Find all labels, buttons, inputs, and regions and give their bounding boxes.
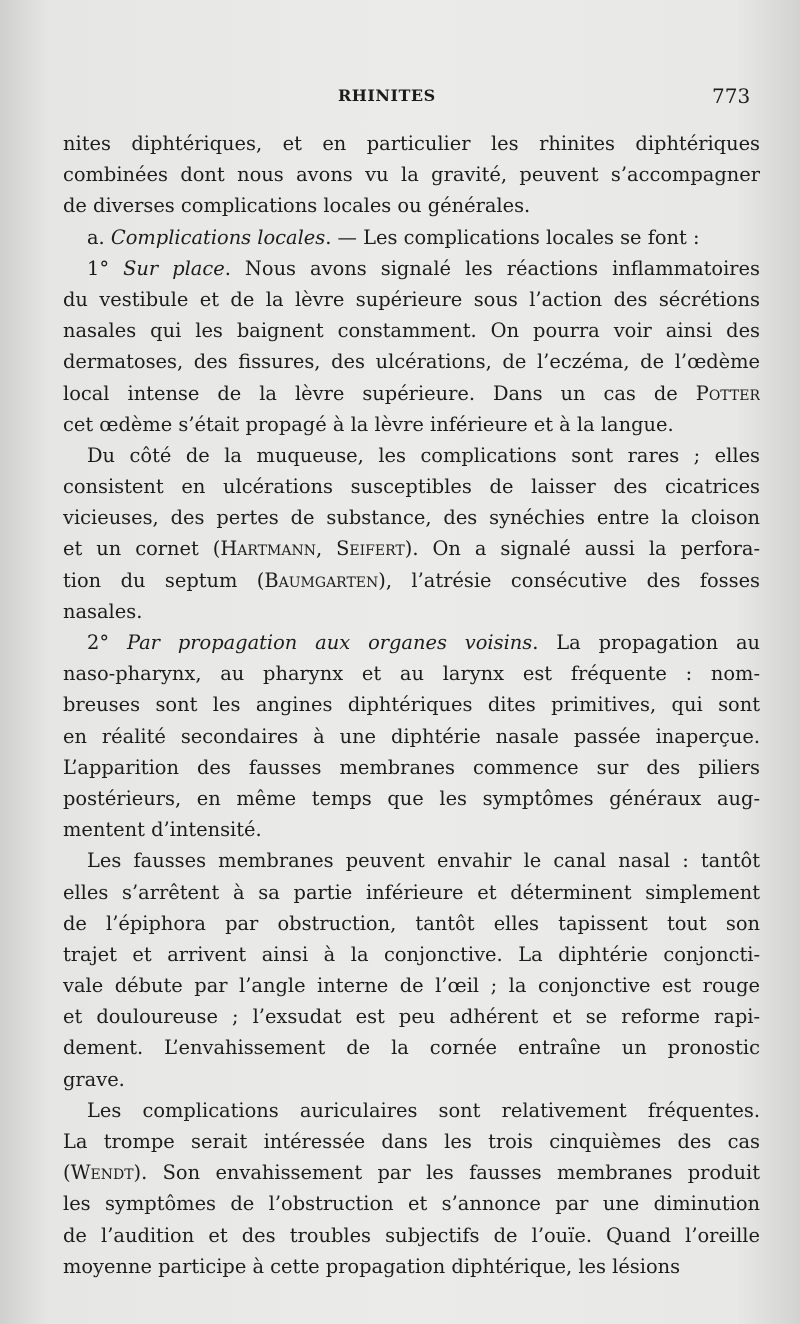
text-run: ). On a signalé aussi la perfora- xyxy=(404,537,760,561)
text-line xyxy=(63,346,760,377)
text-run: mentent d’intensité. xyxy=(63,818,262,842)
text-line xyxy=(63,845,760,876)
text-run: dement. L’envahissement de la cornée entraîne un pronostic xyxy=(63,1036,760,1060)
text-line xyxy=(63,596,760,627)
text-run: moyenne participe à cette propagation diphtérique, les lésions xyxy=(63,1254,681,1278)
author-name: Wendt xyxy=(70,1161,134,1185)
text-run: a. xyxy=(87,225,111,249)
text-run: nites diphtériques, et en particulier les rhinites diphtériques xyxy=(63,132,760,155)
text-line xyxy=(63,1095,760,1126)
text-run: du vestibule et de la lèvre supérieure sous l’action des sécrétions xyxy=(63,287,760,311)
paragraph xyxy=(63,845,760,1095)
text-run: cet œdème s’était propagé à la lèvre inférieure et à la langue. xyxy=(63,412,674,436)
paragraph xyxy=(63,128,760,222)
italic-text: Sur place xyxy=(123,256,225,280)
text-line xyxy=(63,1220,760,1251)
text-line xyxy=(63,814,760,845)
text-run: combinées dont nous avons vu la gravité, peuvent s’accompagner xyxy=(63,163,760,187)
text-run: postérieurs, en même temps que les symptômes généraux aug- xyxy=(63,786,760,810)
text-line xyxy=(63,752,760,783)
text-line xyxy=(63,939,760,970)
running-head xyxy=(0,84,800,114)
text-run: dermatoses, des fissures, des ulcérations, de l’eczéma, de l’œdème xyxy=(63,350,760,374)
text-line xyxy=(63,315,760,346)
text-line xyxy=(63,689,760,720)
text-run: naso-pharynx, au pharynx et au larynx est fréquente : nom- xyxy=(63,662,760,686)
text-line xyxy=(63,1188,760,1219)
page-number: 773 xyxy=(712,84,751,108)
text-run: , xyxy=(315,537,337,561)
text-line xyxy=(63,970,760,1001)
text-line xyxy=(63,533,760,564)
text-run: breuses sont les angines diphtériques dites primitives, qui sont xyxy=(63,693,760,717)
text-line xyxy=(63,783,760,814)
text-line xyxy=(63,378,760,409)
text-run: de l’épiphora par obstruction, tantôt elles tapissent tout son xyxy=(63,911,760,935)
text-line xyxy=(63,658,760,689)
text-run: vale débute par l’angle interne de l’œil ; la conjonctive est rouge xyxy=(63,974,760,998)
text-line xyxy=(63,440,760,471)
paragraph xyxy=(63,627,760,845)
text-run: 2° xyxy=(87,631,127,654)
italic-text: Complications locales xyxy=(110,225,326,249)
text-line xyxy=(63,253,760,284)
text-line xyxy=(63,908,760,939)
italic-text: Par propagation aux organes voisins xyxy=(126,631,533,654)
text-run: et un cornet ( xyxy=(63,537,221,561)
text-run: . — Les complications locales se font : xyxy=(325,225,700,249)
text-run: elles s’arrêtent à sa partie inférieure et déterminent simplement xyxy=(63,880,760,904)
text-run: nasales qui les baignent constamment. On pourra voir ainsi des xyxy=(63,319,760,343)
text-run: en réalité secondaires à une diphtérie nasale passée inaperçue. xyxy=(63,724,760,748)
text-run: grave. xyxy=(63,1067,125,1091)
text-line xyxy=(63,284,760,315)
text-line xyxy=(63,502,760,533)
text-run: les symptômes de l’obstruction et s’annonce par une diminution xyxy=(63,1192,760,1216)
author-name: Hartmann xyxy=(220,537,316,561)
body-text xyxy=(63,128,760,1282)
text-line xyxy=(63,128,760,159)
text-line xyxy=(63,1126,760,1157)
text-run: vicieuses, des pertes de substance, des synéchies entre la cloison xyxy=(63,506,760,530)
text-line xyxy=(63,1032,760,1063)
text-line xyxy=(63,721,760,752)
text-run: Du côté de la muqueuse, les complications sont rares ; elles xyxy=(87,443,760,467)
text-line xyxy=(63,1251,760,1282)
text-run: nasales. xyxy=(63,599,143,623)
text-run: de l’audition et des troubles subjectifs de l’ouïe. Quand l’oreille xyxy=(63,1223,760,1247)
text-run: Les complications auriculaires sont relativement fréquentes. xyxy=(87,1098,760,1122)
text-line xyxy=(63,565,760,596)
text-run: trajet et arrivent ainsi à la conjonctive. La diphtérie conjoncti- xyxy=(63,942,760,966)
text-run: et douloureuse ; l’exsudat est peu adhérent et se reforme rapi- xyxy=(63,1005,760,1029)
text-line xyxy=(63,1001,760,1032)
text-run: tion du septum ( xyxy=(63,568,265,592)
paragraph xyxy=(63,222,760,253)
text-run: 1° xyxy=(87,256,124,280)
author-name: Potter xyxy=(695,381,760,405)
text-line xyxy=(63,190,760,221)
text-line xyxy=(63,159,760,190)
text-run: L’apparition des fausses membranes commence sur des piliers xyxy=(63,755,760,779)
text-run: ). Son envahissement par les fausses membranes produit xyxy=(133,1161,760,1185)
paragraph xyxy=(63,1095,760,1282)
text-run: local intense de la lèvre supérieure. Dans un cas de xyxy=(63,381,696,405)
author-name: Baumgarten xyxy=(264,568,379,592)
paragraph xyxy=(63,440,760,627)
text-run: . La propagation au xyxy=(532,631,760,654)
text-run: ( xyxy=(63,1161,71,1185)
text-line xyxy=(63,1064,760,1095)
text-run: consistent en ulcérations susceptibles de laisser des cicatrices xyxy=(63,475,760,499)
text-line xyxy=(63,627,760,658)
text-line xyxy=(63,877,760,908)
text-run: . Nous avons signalé les réactions inflammatoires xyxy=(224,256,760,280)
text-run: de diverses complications locales ou générales. xyxy=(63,194,531,218)
text-run: La trompe serait intéressée dans les trois cinquièmes des cas xyxy=(63,1130,760,1153)
text-line xyxy=(63,471,760,502)
text-line xyxy=(63,222,760,253)
author-name: Seifert xyxy=(336,537,405,561)
text-line xyxy=(63,409,760,440)
text-run: ), l’atrésie consécutive des fosses xyxy=(378,568,760,592)
paragraph xyxy=(63,253,760,440)
text-line xyxy=(63,1157,760,1188)
text-run: Les fausses membranes peuvent envahir le canal nasal : tantôt xyxy=(87,849,760,873)
running-title: RHINITES xyxy=(338,86,436,105)
